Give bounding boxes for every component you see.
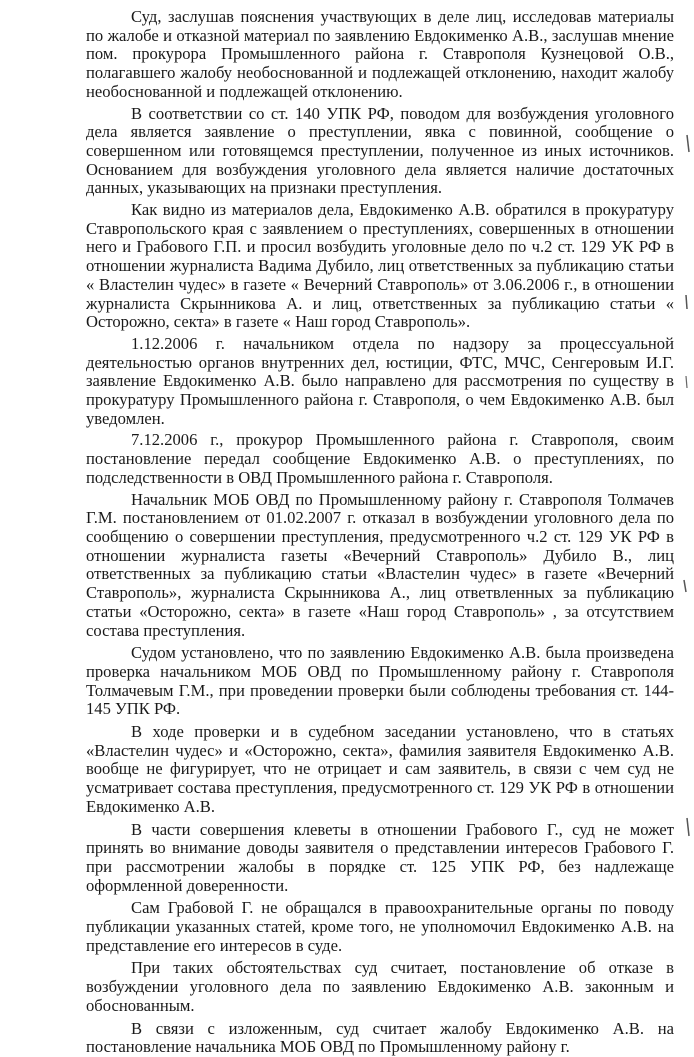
paragraph-articles-check: В ходе проверки и в судебном заседании установлено, что в статьях «Властелин чудес» и «Осторожно, секта», фамилия заявителя Евдокименко А.В. вообще не фигурирует, что не отрицает и сам заявитель, в связи с чем суд не усматривает состава преступления, предусмотренного ст. 129 УК РФ в отношении Евдокименко А.В. (86, 722, 674, 816)
paragraph-grabovoy-not-applied: Сам Грабовой Г. не обращался в правоохранительные органы по поводу публикации указанных статей, кроме того, не уполномочил Евдокименко А.В. на представление его интересов в суде. (86, 898, 674, 955)
paragraph-court-established: Судом установлено, что по заявлению Евдокименко А.В. была произведена проверка начальником МОБ ОВД по Промышленному району г. Ставрополя Толмачевым Г.М., при проведении проверки были соблюдены требования ст. 144-145 УПК РФ. (86, 643, 674, 719)
margin-mark (687, 135, 689, 152)
margin-mark (684, 580, 686, 592)
margin-mark (687, 818, 689, 836)
paragraph-referral-2006-12-01: 1.12.2006 г. начальником отдела по надзору за процессуальной деятельностью органов внутренних дел, юстиции, ФТС, МЧС, Сенгеровым И.Г. заявление Евдокименко А.В. было направлено для рассмотрения по существу в прокуратуру Промышленного района г. Ставрополя, о чем Евдокименко А.В. был уведомлен. (86, 333, 674, 428)
margin-mark (686, 376, 687, 388)
paragraph-article-140: В соответствии со ст. 140 УПК РФ, поводом для возбуждения уголовного дела является заявление о преступлении, явка с повинной, сообщение о совершенном или готовящемся преступлении, полученное из иных источников. Основанием для возбуждения уголовного дела является наличие достаточных данных, указывающих на признаки преступления. (86, 103, 674, 198)
document-body (86, 8, 674, 1057)
paragraph-case-materials: Как видно из материалов дела, Евдокименко А.В. обратился в прокуратуру Ставропольского края с заявлением о преступлениях, совершенных в отношении него и Грабового Г.П. и просил возбудить уголовные дело по ч.2 ст. 129 УК РФ в отношении журналиста Вадима Дубило, лиц ответственных за публикацию статьи « Властелин чудес» в газете « Вечерний Ставрополь» от 3.06.2006 г., в отношении журналиста Скрынникова А. и лиц, ответственных за публикацию статьи « Осторожно, секта» в газете « Наш город Ставрополь». (86, 200, 674, 332)
margin-mark (686, 295, 687, 309)
paragraph-in-connection: В связи с изложенным, суд считает жалобу Евдокименко А.В. на постановление начальника МОБ ОВД по Промышленному району г. (86, 1018, 674, 1057)
paragraph-prosecutor-2006-12-07: 7.12.2006 г., прокурор Промышленного района г. Ставрополя, своим постановление передал сообщение Евдокименко А.В. о преступлениях, по подследственности в ОВД Промышленного района г. Ставрополя. (86, 430, 674, 487)
paragraph-court-considers: При таких обстоятельствах суд считает, постановление об отказе в возбуждении уголовного дела по заявлению Евдокименко А.В. законным и обоснованным. (86, 958, 674, 1015)
paragraph-court-heard: Суд, заслушав пояснения участвующих в деле лиц, исследовав материалы по жалобе и отказной материал по заявлению Евдокименко А.В., заслушав мнение пом. прокурора Промышленного района г. Ставрополя Кузнецовой О.В., полагавшего жалобу необоснованной и подлежащей отклонению, находит жалобу необоснованной и подлежащей отклонению. (86, 7, 674, 101)
paragraph-refusal-decision: Начальник МОБ ОВД по Промышленному району г. Ставрополя Толмачев Г.М. постановлением от 01.02.2007 г. отказал в возбуждении уголовного дела по сообщению о совершении преступления, предусмотренного ч.2 ст. 129 УК РФ в отношении журналиста газеты «Вечерний Ставрополь» Дубило В., лиц ответственных за публикацию статьи «Властелин чудес» в газете «Вечерний Ставрополь», журналиста Скрынникова А., лиц ответвленных за публикацию статьи «Осторожно, секта» в газете «Наш город Ставрополь» , за отсутствием состава преступления. (86, 489, 674, 640)
paragraph-slander-grabovoy: В части совершения клеветы в отношении Грабового Г., суд не может принять во внимание доводы заявителя о представлении интересов Грабового Г. при рассмотрении жалобы в порядке ст. 125 УПК РФ, без надлежаще оформленной доверенности. (86, 819, 674, 895)
